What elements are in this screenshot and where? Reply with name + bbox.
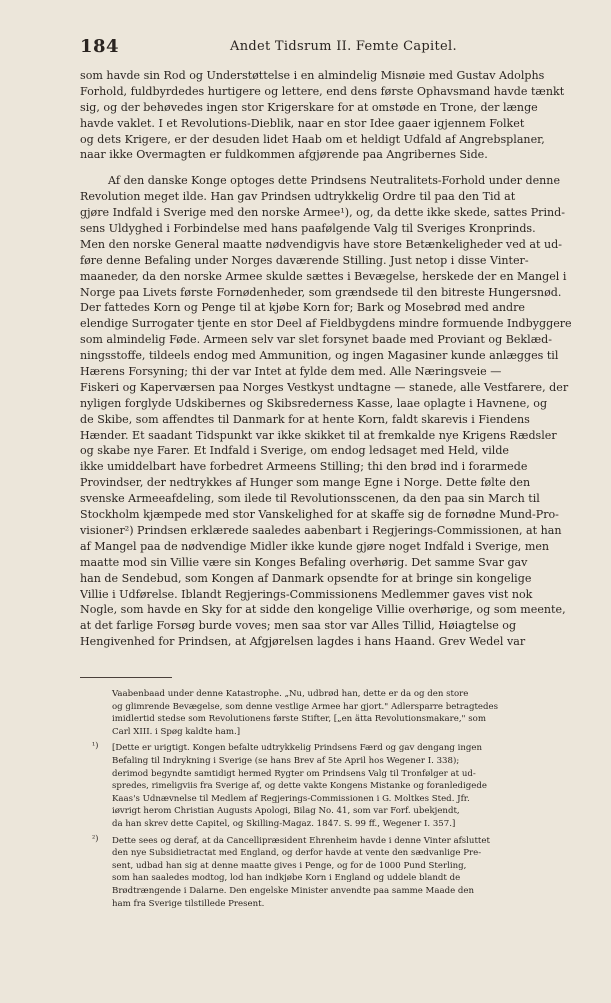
text-line: svenske Armeeafdeling, som ilede til Revolutionsscenen, da den paa sin March til xyxy=(80,492,540,506)
text-line: naar ikke Overmagten er fuldkommen afgjørende paa Angribernes Side. xyxy=(80,148,488,162)
text-line: af Mangel paa de nødvendige Midler ikke kunde gjøre noget Indfald i Sverige, men xyxy=(80,539,550,553)
text-line: visioner²) Prindsen erklærede saaledes aabenbart i Regjerings-Commissionen, at han xyxy=(80,523,562,537)
text-line: som havde sin Rod og Understøttelse i en almindelig Misnøie med Gustav Adolphs xyxy=(80,69,545,82)
footnote-line: Kaas's Udnævnelse til Medlem af Regjerings-Commissionen i G. Moltkes Sted. Jfr. xyxy=(112,793,470,804)
text-line: havde vaklet. I et Revolutions-Dieblik, naar en stor Idee gaaer igjennem Folket xyxy=(80,116,525,130)
text-line: de Skibe, som affendtes til Danmark for at hente Korn, faldt skarevis i Fiendens xyxy=(80,412,530,426)
footnote-line: da han skrev dette Capitel, og Skilling-Magaz. 1847. S. 99 ff., Wegener I. 357.] xyxy=(112,818,456,829)
footnote-mark: ¹) xyxy=(92,741,99,751)
text-line: Forhold, fuldbyrdedes hurtigere og lettere, end dens første Ophavsmand havde tænkt xyxy=(80,84,565,98)
text-line: han de Sendebud, som Kongen af Danmark opsendte for at bringe sin kongelige xyxy=(80,571,532,585)
page-header xyxy=(80,36,580,58)
text-line: ikke umiddelbart have forbedret Armeens Stilling; thi den brød ind i forarmede xyxy=(80,460,528,474)
footnote-line: som han saaledes modtog, lod han indkjøbe Korn i England og uddele blandt de xyxy=(112,873,461,884)
footnote-line: imidlertid stedse som Revolutionens første Stifter, [„en ätta Revolutionsmakare," som xyxy=(112,714,486,725)
footnote-line: Befaling til Indrykning i Sverige (se hans Brev af 5te April hos Wegener I. 338); xyxy=(112,755,460,766)
footnote-separator xyxy=(80,677,172,678)
text-line: Fiskeri og Kaperværsen paa Norges Vestkyst undtagne — stanede, alle Vestfarere, der xyxy=(80,380,569,394)
footnote-line: sent, udbad han sig at denne maatte gives i Penge, og for de 1000 Pund Sterling, xyxy=(112,860,467,871)
text-line: Nogle, som havde en Sky for at sidde den kongelige Villie overhørige, og som meente, xyxy=(80,603,566,617)
footnote-line: den nye Subsidietractat med England, og derfor havde at vente den sædvanlige Pre- xyxy=(112,848,482,859)
footnote-line: Brødtrængende i Dalarne. Den engelske Minister anvendte paa samme Maade den xyxy=(112,885,475,896)
text-line: sens Uldyghed i Forbindelse med hans paafølgende Valg til Sveriges Kronprinds. xyxy=(80,222,536,236)
footnote xyxy=(80,835,572,911)
text-line: Norge paa Livets første Fornødenheder, som grændsede til den bitreste Hungersnød. xyxy=(80,285,562,299)
footnotes xyxy=(80,688,572,910)
footnote-text xyxy=(80,835,572,911)
footnote-line: Carl XIII. i Spøg kaldte ham.] xyxy=(112,726,241,737)
footnote xyxy=(80,742,572,830)
footnote-line: derimod begyndte samtidigt hermed Rygter om Prindsens Valg til Tronfølger at ud- xyxy=(112,768,476,779)
footnote-line: spredes, rimeligviis fra Sverige af, og dette vakte Kongens Mistanke og foranledigede xyxy=(112,781,487,792)
text-line: og dets Krigere, er der desuden lidet Haab om et heldigt Udfald af Angrebsplaner, xyxy=(80,132,545,146)
footnote-line: ham fra Sverige tilstillede Present. xyxy=(112,898,265,909)
footnote-text xyxy=(80,742,572,830)
text-line: maatte mod sin Villie være sin Konges Befaling overhørig. Det samme Svar gav xyxy=(80,555,528,569)
text-line: Villie i Udførelse. Iblandt Regjerings-Commissionens Medlemmer gaves vist nok xyxy=(80,587,533,601)
footnote-line: Dette sees og deraf, at da Cancellipræsident Ehrenheim havde i denne Vinter afsluttet xyxy=(112,835,490,846)
footnote-line: Vaabenbaad under denne Katastrophe. „Nu, udbrød han, dette er da og den store xyxy=(112,689,469,699)
text-line: Af den danske Konge optoges dette Prindsens Neutralitets-Forhold under denne xyxy=(108,174,561,188)
text-line: Hengivenhed for Prindsen, at Afgjørelsen lagdes i hans Haand. Grev Wedel var xyxy=(80,635,526,649)
text-line: maaneder, da den norske Armee skulde sættes i Bevægelse, herskede der en Mangel i xyxy=(80,269,567,283)
footnote-mark: ²) xyxy=(92,833,99,843)
text-line: føre denne Befaling under Norges daværende Stilling. Just netop i disse Vinter- xyxy=(80,253,529,267)
paragraph xyxy=(80,68,572,163)
text-line: Hærens Forsyning; thi der var Intet at fylde dem med. Alle Næringsveie — xyxy=(80,365,502,379)
text-line: som almindelig Føde. Armeen selv var slet forsynet baade med Proviant og Beklæd- xyxy=(80,333,552,347)
text-line: sig, og der behøvedes ingen stor Krigerskare for at omstøde en Trone, der længe xyxy=(80,100,538,114)
text-line: gjøre Indfald i Sverige med den norske Armee¹), og, da dette ikke skede, sattes Prind- xyxy=(80,206,566,220)
running-head: Andet Tidsrum II. Femte Capitel. xyxy=(230,39,457,54)
text-line: Der fattedes Korn og Penge til at kjøbe Korn for; Bark og Mosebrød med andre xyxy=(80,301,525,315)
footnote-line: [Dette er urigtigt. Kongen befalte udtrykkelig Prindsens Færd og gav dengang ingen xyxy=(112,743,483,754)
page-number: 184 xyxy=(80,36,120,57)
text-line: ningsstoffe, tildeels endog med Ammunition, og ingen Magasiner kunde anlægges til xyxy=(80,349,559,363)
body-text xyxy=(80,68,572,650)
text-line: nyligen forglyde Udskibernes og Skibsrederness Kasse, laae oplagte i Havnene, og xyxy=(80,396,548,410)
footnote-line: og glimrende Bevægelse, som denne vestlige Armee har gjort." Adlersparre betragtedes xyxy=(112,701,498,712)
text-line: Men den norske General maatte nødvendigvis have store Betænkeligheder ved at ud- xyxy=(80,237,562,251)
text-line: og skabe nye Farer. Et Indfald i Sverige, om endog ledsaget med Held, vilde xyxy=(80,444,509,458)
paragraph xyxy=(80,173,572,650)
text-line: Revolution meget ilde. Han gav Prindsen udtrykkelig Ordre til paa den Tid at xyxy=(80,190,516,204)
text-line: at det farlige Forsøg burde voves; men saa stor var Alles Tillid, Høiagtelse og xyxy=(80,619,517,633)
text-line: Stockholm kjæmpede med stor Vanskelighed for at skaffe sig de fornødne Mund-Pro- xyxy=(80,508,559,522)
footnote-line: iøvrigt herom Christian Augusts Apologi, Bilag No. 41, som var Forf. ubekjendt, xyxy=(112,806,460,817)
text-line: Hænder. Et saadant Tidspunkt var ikke skikket til at fremkalde nye Krigens Rædsler xyxy=(80,428,557,442)
footnote-continuation xyxy=(80,688,572,738)
text-line: elendige Surrogater tjente en stor Deel af Fieldbygdens mindre formuende Indbyggere xyxy=(80,317,572,331)
text-line: Provindser, der nedtrykkes af Hunger som mange Egne i Norge. Dette følte den xyxy=(80,476,531,490)
paragraph-gap xyxy=(80,163,572,173)
